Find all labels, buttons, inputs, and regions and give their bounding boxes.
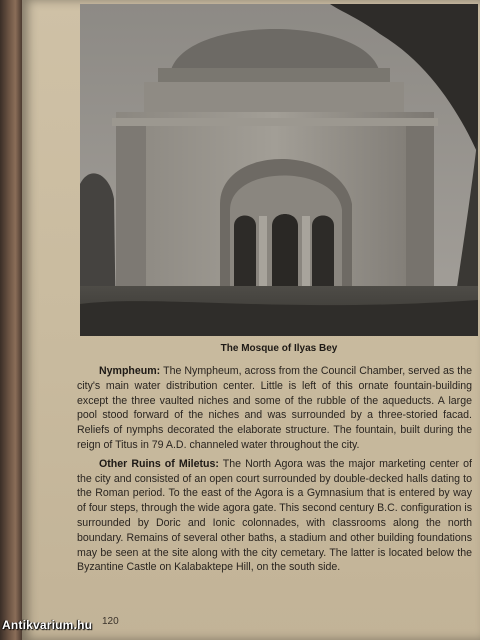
section-other-ruins [77,457,472,575]
mosque-photo [80,4,478,336]
section-text: The Nympheum, across from the Council Chamber, served as the city's main water distribution center. Little is left of this ornate fountain-building except the three vaulted niches and some of the rubble of the aqueducts. A large pool stood forward of the niches and was surrounded by a three-storied facad. Reliefs of nymphs decorated the elaborate structure. The fountain, built during the reign of Titus in 79 A.D. channeled water throughout the city. [77,365,473,451]
section-text: The North Agora was the major marketing center of the city and consisted of an open court surrounded by double-decked halls dating to the Roman period. To the east of the Agora is a Gymnasium that is entered by way of four steps, through the wide agora gate. This second century B.C. configuration is surrounded by Doric and Ionic colonnades, with classrooms along the north boundary. Remains of several other baths, a stadium and other building foundations may be seen at the site along with the city cemetary. The latter is located below the Byzantine Castle on Kalabaktepe Hill, on the south side. [77,457,472,574]
photo-caption: The Mosque of Ilyas Bey [220,343,338,354]
book-page [22,0,480,640]
watermark: Antikvarium.hu [2,618,93,632]
section-heading: Nympheum: [99,365,161,377]
book-spine [0,0,22,640]
page-number: 120 [102,616,119,627]
article-body [77,364,472,579]
section-nympheum [77,364,472,453]
section-heading: Other Ruins of Miletus: [99,457,219,470]
